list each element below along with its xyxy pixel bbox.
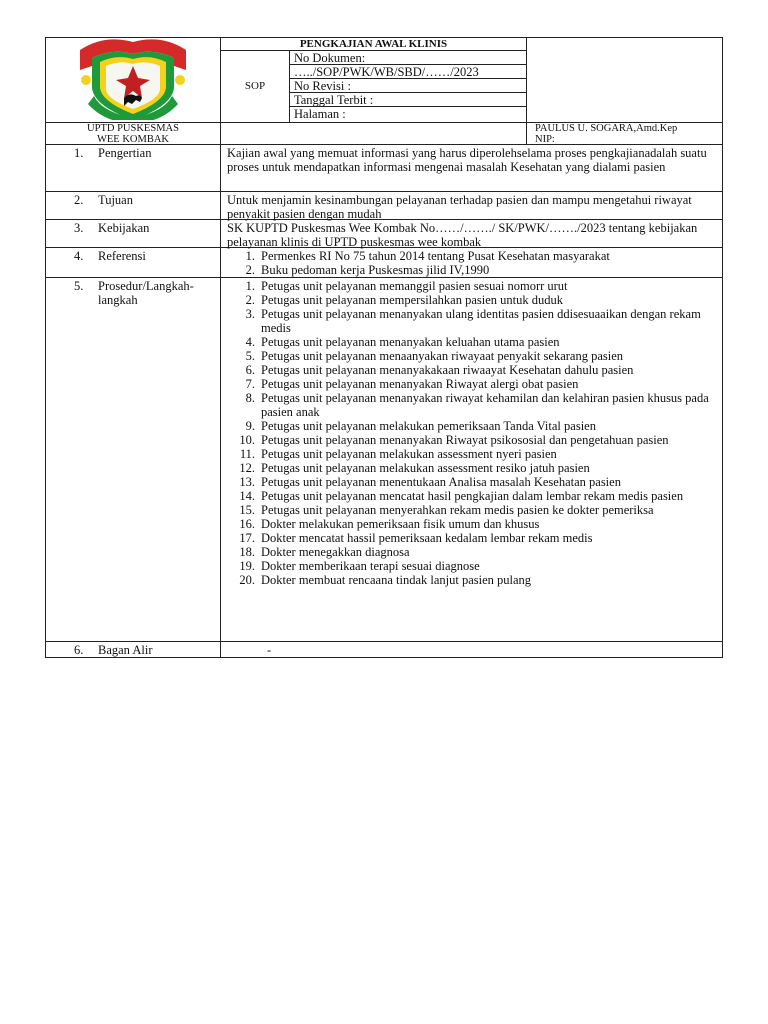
logo-cell — [46, 38, 221, 122]
document-title: PENGKAJIAN AWAL KLINIS — [221, 38, 526, 51]
regional-crest-icon — [74, 36, 192, 120]
procedure-list — [237, 279, 716, 587]
list-item-number: 11. — [239, 447, 255, 461]
sop-label: SOP — [221, 51, 290, 122]
list-item-text: Petugas unit pelayanan menentukaan Analisa masalah Kesehatan pasien — [261, 475, 621, 489]
section-label-cell — [46, 220, 221, 247]
list-item-text: Petugas unit pelayanan mencatat hasil pengkajian dalam lembar rekam medis pasien — [261, 489, 684, 503]
meta-document-number-label: No Dokumen: — [290, 51, 526, 65]
list-item-text: Dokter memberikaan terapi sesuai diagnose — [261, 559, 480, 573]
list-item-text: Buku pedoman kerja Puskesmas jilid IV,1990 — [261, 263, 490, 277]
list-item-number: 13. — [239, 475, 255, 489]
document-meta — [290, 51, 526, 122]
section-row-references — [46, 247, 722, 277]
signature-area — [526, 38, 722, 122]
section-label-cell — [46, 248, 221, 277]
section-number: 2. — [74, 193, 84, 207]
section-row-flowchart — [46, 641, 722, 657]
section-label: Bagan Alir — [98, 643, 153, 657]
section-label: Referensi — [98, 249, 146, 263]
reference-list — [237, 249, 716, 277]
list-item-number: 9. — [245, 419, 255, 433]
procedure-step — [237, 335, 716, 349]
list-item-number: 3. — [245, 307, 255, 321]
list-item-number: 16. — [239, 517, 255, 531]
list-item-text: Permenkes RI No 75 tahun 2014 tentang Pusat Kesehatan masyarakat — [261, 249, 610, 263]
reference-item — [237, 249, 716, 263]
meta-issue-date: Tanggal Terbit : — [290, 93, 526, 107]
list-item-number: 1. — [245, 279, 255, 293]
section-label: Pengertian — [98, 146, 152, 160]
procedure-step — [237, 475, 716, 489]
section-text: SK KUPTD Puskesmas Wee Kombak No……/……./ SK/PWK/……./2023 tentang kebijakan pelayanan klinis di UPTD puskesmas wee kombak — [227, 221, 698, 249]
list-item-text: Petugas unit pelayanan melakukan assessment resiko jatuh pasien — [261, 461, 590, 475]
section-label: Kebijakan — [98, 221, 150, 235]
list-item-number: 1. — [245, 249, 255, 263]
list-item-number: 2. — [245, 293, 255, 307]
list-item-number: 5. — [245, 349, 255, 363]
organization-name — [46, 123, 221, 145]
procedure-list-cell — [221, 278, 722, 641]
organization-line-1: UPTD PUSKESMAS — [87, 123, 179, 134]
list-item-number: 12. — [239, 461, 255, 475]
sop-content-table — [45, 144, 723, 658]
procedure-step — [237, 349, 716, 363]
list-item-text: Petugas unit pelayanan memanggil pasien sesuai nomorr urut — [261, 279, 568, 293]
list-item-text: Dokter menegakkan diagnosa — [261, 545, 410, 559]
list-item-number: 19. — [239, 559, 255, 573]
list-item-text: Petugas unit pelayanan menanyakan Riwayat psikososial dan pengetahuan pasien — [261, 433, 669, 447]
section-row-definition — [46, 144, 722, 191]
list-item-text: Dokter melakukan pemeriksaan fisik umum dan khusus — [261, 517, 540, 531]
header-blank-cell — [221, 123, 526, 145]
procedure-step — [237, 531, 716, 545]
list-item-number: 18. — [239, 545, 255, 559]
procedure-step — [237, 461, 716, 475]
reference-list-cell — [221, 248, 722, 277]
list-item-text: Petugas unit pelayanan menanyakakaan riwaayat Kesehatan dahulu pasien — [261, 363, 634, 377]
header-middle-block — [221, 38, 526, 122]
list-item-number: 4. — [245, 335, 255, 349]
meta-document-number-value: …../SOP/PWK/WB/SBD/……/2023 — [290, 65, 526, 79]
list-item-number: 6. — [245, 363, 255, 377]
meta-page: Halaman : — [294, 107, 346, 121]
list-item-number: 20. — [239, 573, 255, 587]
section-label-cell — [46, 145, 221, 191]
list-item-text: Petugas unit pelayanan mempersilahkan pasien untuk duduk — [261, 293, 564, 307]
section-number: 4. — [74, 249, 84, 263]
list-item-text: Petugas unit pelayanan menaanyakan riwayaat penyakit sekarang pasien — [261, 349, 624, 363]
procedure-step — [237, 391, 716, 419]
procedure-step — [237, 307, 716, 335]
section-text: Kajian awal yang memuat informasi yang harus diperolehselama proses pengkajianadalah suatu proses untuk mendapatkan informasi mengenai masalah Kesehatan yang dialami pasien — [227, 146, 707, 174]
list-item-number: 17. — [239, 531, 255, 545]
list-item-number: 7. — [245, 377, 255, 391]
procedure-step — [237, 489, 716, 503]
procedure-step — [237, 573, 716, 587]
reference-item — [237, 263, 716, 277]
procedure-step — [237, 559, 716, 573]
list-item-text: Petugas unit pelayanan melakukan pemeriksaan Tanda Vital pasien — [261, 419, 596, 433]
list-item-number: 15. — [239, 503, 255, 517]
section-label: Tujuan — [98, 193, 133, 207]
list-item-number: 14. — [239, 489, 255, 503]
section-number: 3. — [74, 221, 84, 235]
list-item-text: Petugas unit pelayanan menanyakan keluahan utama pasien — [261, 335, 560, 349]
procedure-step — [237, 545, 716, 559]
procedure-step — [237, 503, 716, 517]
list-item-text: Dokter membuat rencaana tindak lanjut pasien pulang — [261, 573, 532, 587]
list-item-text: Dokter mencatat hassil pemeriksaan kedalam lembar rekam medis — [261, 531, 593, 545]
section-number: 1. — [74, 146, 84, 160]
section-label-cell — [46, 278, 221, 641]
list-item-text: Petugas unit pelayanan menanyakan riwayat kehamilan dan kelahiran pasien khusus pada pasien anak — [261, 391, 709, 419]
procedure-step — [237, 517, 716, 531]
signer-block — [526, 123, 722, 145]
section-number: 6. — [74, 643, 84, 657]
section-number: 5. — [74, 279, 84, 293]
section-text: - — [267, 643, 272, 657]
header-bottom-row — [46, 122, 722, 144]
section-label: Prosedur/Langkah-langkah — [98, 279, 194, 307]
procedure-step — [237, 433, 716, 447]
signer-name: PAULUS U. SOGARA,Amd.Kep — [535, 123, 678, 134]
section-label-cell — [46, 642, 221, 657]
list-item-text: Petugas unit pelayanan menyerahkan rekam medis pasien ke dokter pemeriksa — [261, 503, 654, 517]
procedure-step — [237, 419, 716, 433]
section-label-cell — [46, 192, 221, 219]
meta-revision: No Revisi : — [290, 79, 526, 93]
document-header-table — [45, 37, 723, 145]
procedure-step — [237, 293, 716, 307]
list-item-text: Petugas unit pelayanan menanyakan ulang identitas pasien ddisesuaaikan dengan rekam medis — [261, 307, 701, 335]
section-row-purpose — [46, 191, 722, 219]
list-item-text: Petugas unit pelayanan menanyakan Riwayat alergi obat pasien — [261, 377, 579, 391]
procedure-step — [237, 447, 716, 461]
list-item-number: 2. — [245, 263, 255, 277]
list-item-number: 10. — [239, 433, 255, 447]
procedure-step — [237, 363, 716, 377]
section-row-procedure — [46, 277, 722, 641]
list-item-number: 8. — [245, 391, 255, 405]
signer-nip: NIP: — [535, 134, 555, 145]
section-row-policy — [46, 219, 722, 247]
procedure-step — [237, 279, 716, 293]
procedure-step — [237, 377, 716, 391]
list-item-text: Petugas unit pelayanan melakukan assessment nyeri pasien — [261, 447, 557, 461]
organization-line-2: WEE KOMBAK — [96, 134, 170, 145]
section-text: Untuk menjamin kesinambungan pelayanan terhadap pasien dan mampu mengetahui riwayat penyakit pasien dengan mudah — [227, 193, 692, 221]
